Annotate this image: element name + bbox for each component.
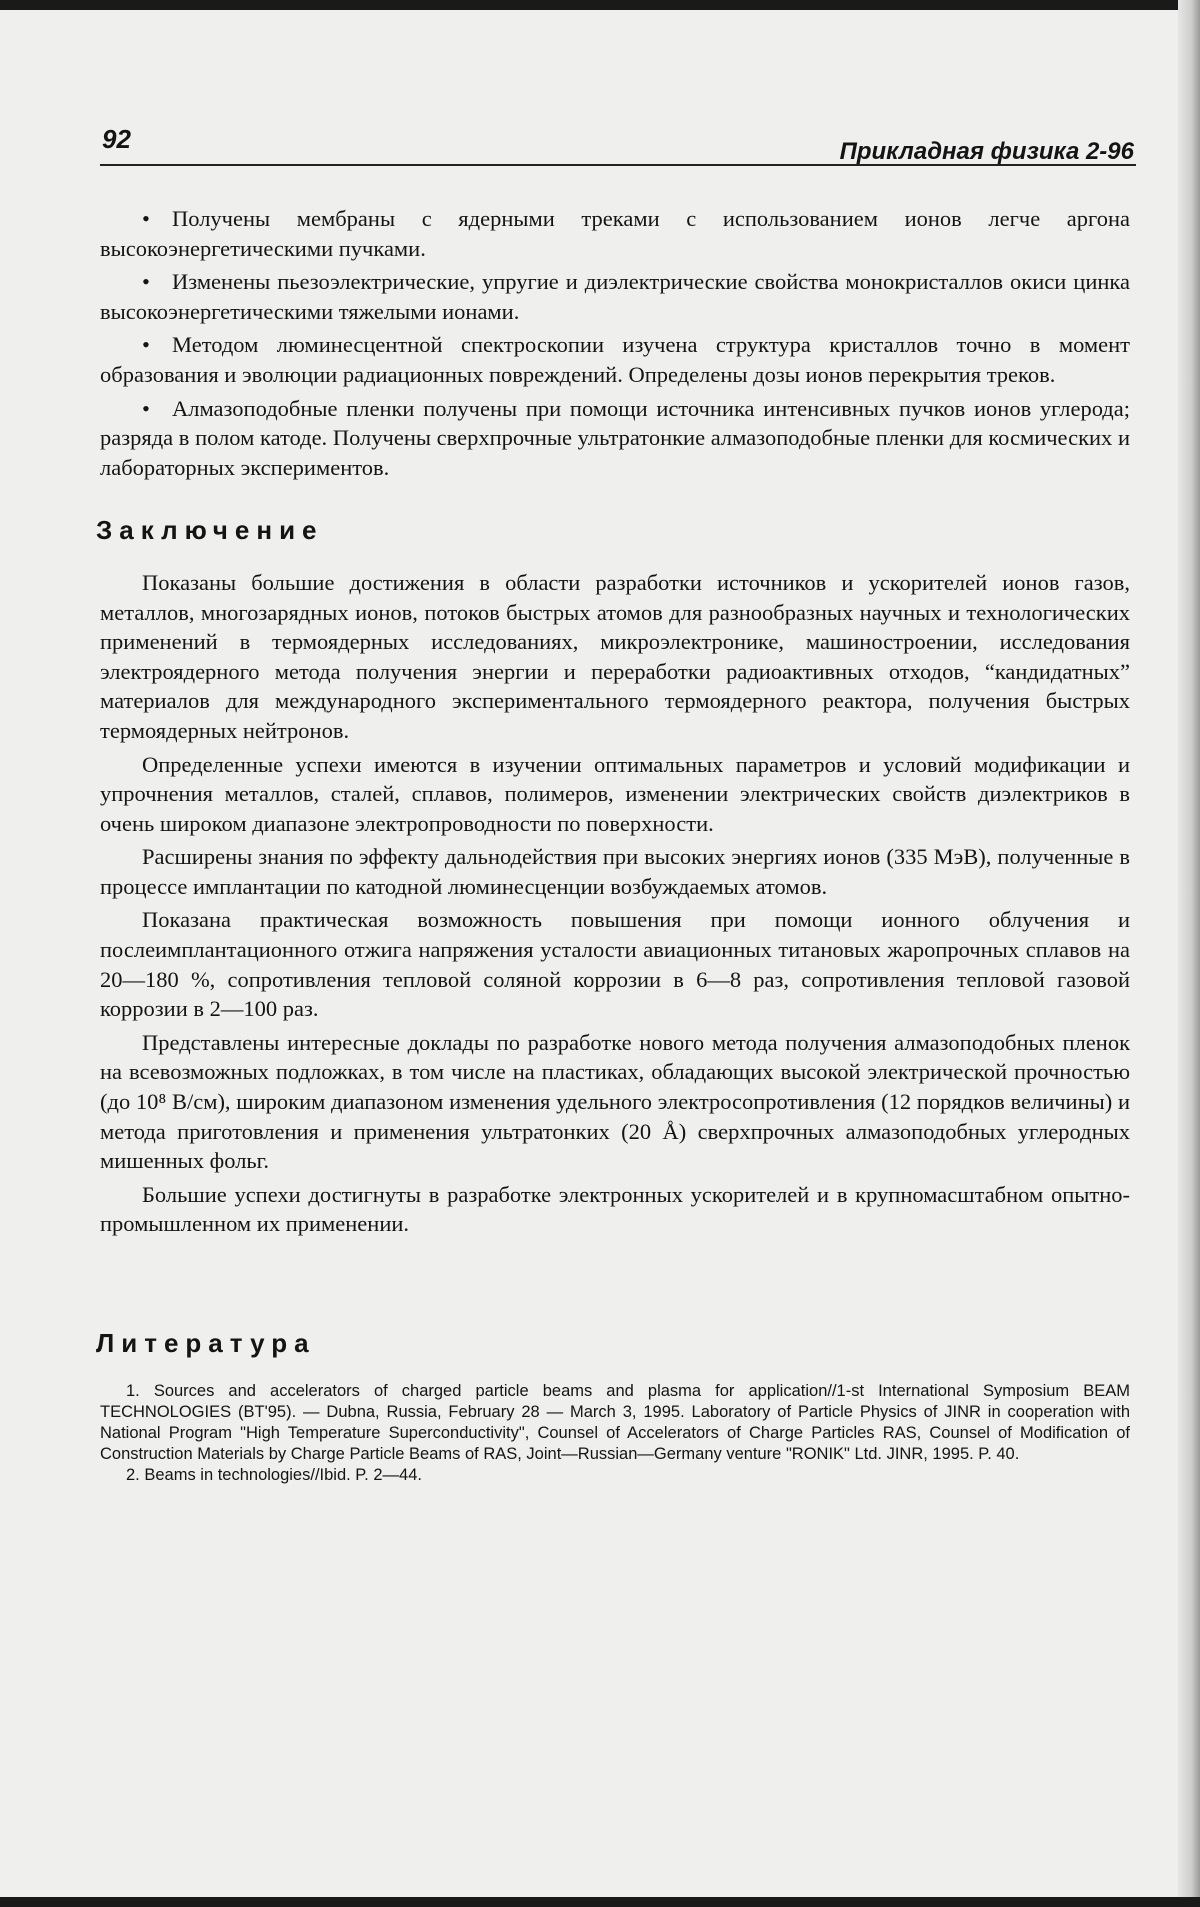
bullet-icon: • — [142, 269, 150, 295]
bullet-text: Методом люминесцентной спектроскопии изучена структура кристаллов точно в момент образования и эволюции радиационных повреждений. Определены дозы ионов перекрытия треков. — [100, 332, 1130, 387]
running-title: Прикладная физика 2-96 — [839, 138, 1134, 165]
reference-list — [100, 1381, 1130, 1486]
bullet-text: Алмазоподобные пленки получены при помощи источника интенсивных пучков ионов углерода; разряда в полом катоде. Получены сверхпрочные ультратонкие алмазоподобные пленки для космических и лабораторных экспериментов. — [100, 395, 1130, 480]
bullet-icon: • — [142, 332, 150, 358]
page-number: 92 — [102, 124, 131, 154]
page-header — [100, 124, 1136, 166]
page-body — [96, 204, 1130, 1486]
reference-item: 1. Sources and accelerators of charged particle beams and plasma for application//1-st International Symposium BEAM TECHNOLOGIES (BT'95). — Dubna, Russia, February 28 — March 3, 1995. Laboratory of Particle Physics of JINR in cooperation with National Program "High Temperature Superconductivity", Counsel of Accelerators of Charge Particles RAS, Counsel of Modification of Construction Materials by Charge Particle Beams of RAS, Joint—Russian—Germany venture "RONIK" Ltd. JINR, 1995. P. 40. — [100, 1381, 1130, 1463]
bullet-item — [100, 330, 1130, 389]
bullet-item — [100, 204, 1130, 263]
conclusion-paragraph: Представлены интересные доклады по разработке нового метода получения алмазоподобных пленок на всевозможных подложках, в том числе на пластиках, обладающих высокой электрической прочностью (до 10⁸ В/см), широким диапазоном изменения удельного электросопротивления (12 порядков величины) и метода приготовления и применения ультратонких (20 Å) сверхпрочных алмазоподобных углеродных мишенных фольг. — [100, 1029, 1130, 1174]
bullet-text: Изменены пьезоэлектрические, упругие и диэлектрические свойства монокристаллов окиси цинка высокоэнергетическими тяжелыми ионами. — [100, 269, 1130, 324]
conclusion-paragraph: Определенные успехи имеются в изучении оптимальных параметров и условий модификации и упрочнения металлов, сталей, сплавов, полимеров, изменении электрических свойств диэлектриков в очень широком диапазоне электропроводности по поверхности. — [100, 751, 1130, 836]
scan-border-top — [0, 0, 1200, 10]
conclusion-paragraph: Показана практическая возможность повышения при помощи ионного облучения и послеимплантационного отжига напряжения усталости авиационных титановых жаропрочных сплавов на 20—180 %, сопротивления тепловой соляной коррозии в 6—8 раз, сопротивления тепловой газовой коррозии в 2—100 раз. — [100, 907, 1130, 1022]
conclusion-paragraph: Расширены знания по эффекту дальнодействия при высоких энергиях ионов (335 МэВ), полученные в процессе имплантации по катодной люминесценции возбуждаемых атомов. — [100, 844, 1130, 899]
bullet-icon: • — [142, 395, 150, 421]
scan-border-right — [1178, 0, 1200, 1907]
bullet-icon: • — [142, 206, 150, 231]
conclusion-heading: Заключение — [96, 515, 324, 546]
scan-border-bottom — [0, 1897, 1200, 1907]
bullet-item — [100, 394, 1130, 483]
bullet-item — [100, 267, 1130, 326]
literature-heading: Литература — [96, 1328, 316, 1358]
conclusion-paragraph: Большие успехи достигнуты в разработке электронных ускорителей и в крупномасштабном опытно-промышленном их применении. — [100, 1181, 1130, 1237]
conclusion-paragraph: Показаны большие достижения в области разработки источников и ускорителей ионов газов, металлов, многозарядных ионов, потоков быстрых атомов для разнообразных научных и технологических применений в термоядерных исследованиях, микроэлектронике, машиностроении, исследования электроядерного метода получения энергии и переработки радиоактивных отходов, “кандидатных” материалов для международного экспериментального термоядерного реактора, получения быстрых термоядерных нейтронов. — [100, 569, 1130, 743]
reference-item: 2. Beams in technologies//Ibid. P. 2—44. — [126, 1465, 422, 1484]
bullet-text: Получены мембраны с ядерными треками с использованием ионов легче аргона высокоэнергетическими пучками. — [100, 206, 1130, 261]
